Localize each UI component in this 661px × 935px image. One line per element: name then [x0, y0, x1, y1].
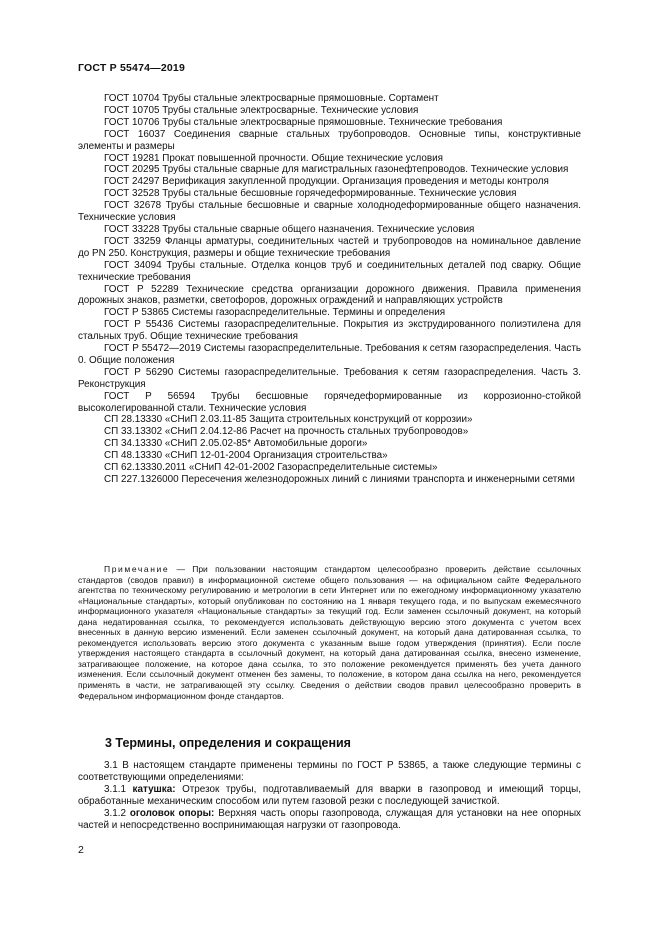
term-definition-3-1-1	[78, 784, 581, 808]
reference-item: ГОСТ Р 55472—2019 Системы газораспределительные. Требования к сетям газораспределения. Часть 0. Общие положения	[78, 343, 581, 366]
reference-item: ГОСТ 33228 Трубы стальные сварные общего назначения. Технические условия	[104, 223, 475, 235]
term-definition: Отрезок трубы, подготавливаемый для вварки в газопровод и имеющий торцы, обработанные механическим способом или путем газовой резки с последующей зачисткой.	[78, 783, 581, 807]
reference-item: ГОСТ 10704 Трубы стальные электросварные прямошовные. Сортамент	[104, 93, 439, 104]
paragraph-3-1: 3.1 В настоящем стандарте применены термины по ГОСТ Р 53865, а также следующие термины с соответствующими определениями:	[78, 760, 581, 783]
note-text: — При пользовании настоящим стандартом целесообразно проверить действие ссылочных стандартов (сводов правил) в информационной системе общего пользования — на официальном сайте Федерального агентства по техническому регулированию и метрологии в сети Интернет или по ежегодному информационному указателю «Национальные стандарты», который опубликован по состоянию на 1 января текущего года, и по выпускам ежемесячного информационного указателя «Национальные стандарты» за текущий год. Если заменен ссылочный документ, на который дана недатированная ссылка, то рекомендуется использовать действующую версию этого документа с учетом всех внесенных в данную версию изменений. Если заменен ссылочный документ, на который дана датированная ссылка, то рекомендуется использовать версию этого документа с указанным выше годом утверждения (принятия). Если после утверждения настоящего стандарта в ссылочный документ, на который дана датированная ссылка, внесено изменение, затрагивающее положение, на которое дана ссылка, то это положение рекомендуется применять без учета данного изменения. Если ссылочный документ отменен без замены, то положение, в котором дана ссылка на него, рекомендуется применять в части, не затрагивающей эту ссылку. Сведения о действии сводов правил целесообразно проверить в Федеральном информационном фонде стандартов.	[78, 564, 581, 701]
reference-item: ГОСТ Р 56594 Трубы бесшовные горячедеформированные из коррозионно-стойкой высоколегированной стали. Технические условия	[78, 390, 581, 414]
reference-item: СП 62.13330.2011 «СНиП 42-01-2002 Газораспределительные системы»	[104, 462, 438, 474]
note-label: Примечание	[104, 564, 170, 574]
reference-item: СП 48.13330 «СНиП 12-01-2004 Организация строительства»	[104, 450, 388, 462]
reference-item: СП 28.13330 «СНиП 2.03.11-85 Защита строительных конструкций от коррозии»	[104, 414, 473, 426]
page-number: 2	[78, 844, 84, 856]
reference-item: ГОСТ 19281 Прокат повышенной прочности. Общие технические условия	[104, 152, 444, 164]
term-definition-3-1-2	[78, 808, 581, 832]
term-number: 3.1.2	[104, 807, 130, 819]
reference-item: ГОСТ 24297 Верификация закупленной продукции. Организация проведения и методы контроля	[104, 176, 549, 188]
reference-item: ГОСТ 16037 Соединения сварные стальных трубопроводов. Основные типы, конструктивные элементы и размеры	[78, 128, 581, 152]
note-paragraph	[78, 564, 581, 701]
section-heading: 3 Термины, определения и сокращения	[105, 736, 351, 750]
reference-item: ГОСТ Р 56290 Системы газораспределительные. Требования к сетям газораспределения. Часть 3. Реконструкция	[78, 366, 581, 390]
reference-item: ГОСТ 32528 Трубы стальные бесшовные горячедеформированные. Технические условия	[104, 188, 517, 200]
reference-item: ГОСТ 34094 Трубы стальные. Отделка концов труб и соединительных деталей под сварку. Общие технические требования	[78, 259, 581, 283]
document-header: ГОСТ Р 55474—2019	[78, 62, 186, 74]
reference-item: СП 227.1326000 Пересечения железнодорожных линий с линиями транспорта и инженерными сетями	[104, 474, 575, 485]
reference-item: ГОСТ Р 53865 Системы газораспределительные. Термины и определения	[104, 307, 446, 319]
reference-item: ГОСТ 32678 Трубы стальные бесшовные и сварные холоднодеформированные общего назначения. Технические условия	[78, 200, 581, 224]
reference-item: СП 34.13330 «СНиП 2.05.02-85* Автомобильные дороги»	[104, 438, 368, 450]
reference-item: ГОСТ Р 52289 Технические средства организации дорожного движения. Правила применения дорожных знаков, разметки, светофоров, дорожных ограждений и направляющих устройств	[78, 283, 581, 307]
term-number: 3.1.1	[104, 783, 133, 795]
section-body	[78, 760, 581, 831]
reference-item: ГОСТ 10706 Трубы стальные электросварные прямошовные. Технические требования	[104, 116, 503, 128]
reference-item: ГОСТ 20295 Трубы стальные сварные для магистральных газонефтепроводов. Технические условия	[104, 164, 569, 176]
term-name: катушка:	[132, 783, 176, 795]
term-definition: Верхняя часть опоры газопровода, служащая для установки на нее опорных частей и непосредственно воспринимающая нагрузки от газопровода.	[78, 807, 581, 831]
reference-item: ГОСТ Р 55436 Системы газораспределительные. Покрытия из экструдированного полиэтилена для стальных труб. Общие технические требования	[78, 319, 581, 343]
reference-item: ГОСТ 10705 Трубы стальные электросварные. Технические условия	[104, 104, 419, 116]
term-name: оголовок опоры:	[129, 807, 215, 819]
reference-item: ГОСТ 33259 Фланцы арматуры, соединительных частей и трубопроводов на номинальное давление до PN 250. Конструкция, размеры и общие технические требования	[78, 235, 581, 259]
reference-item: СП 33.13302 «СНиП 2.04.12-86 Расчет на прочность стальных трубопроводов»	[104, 426, 469, 438]
normative-references-list	[78, 93, 581, 486]
